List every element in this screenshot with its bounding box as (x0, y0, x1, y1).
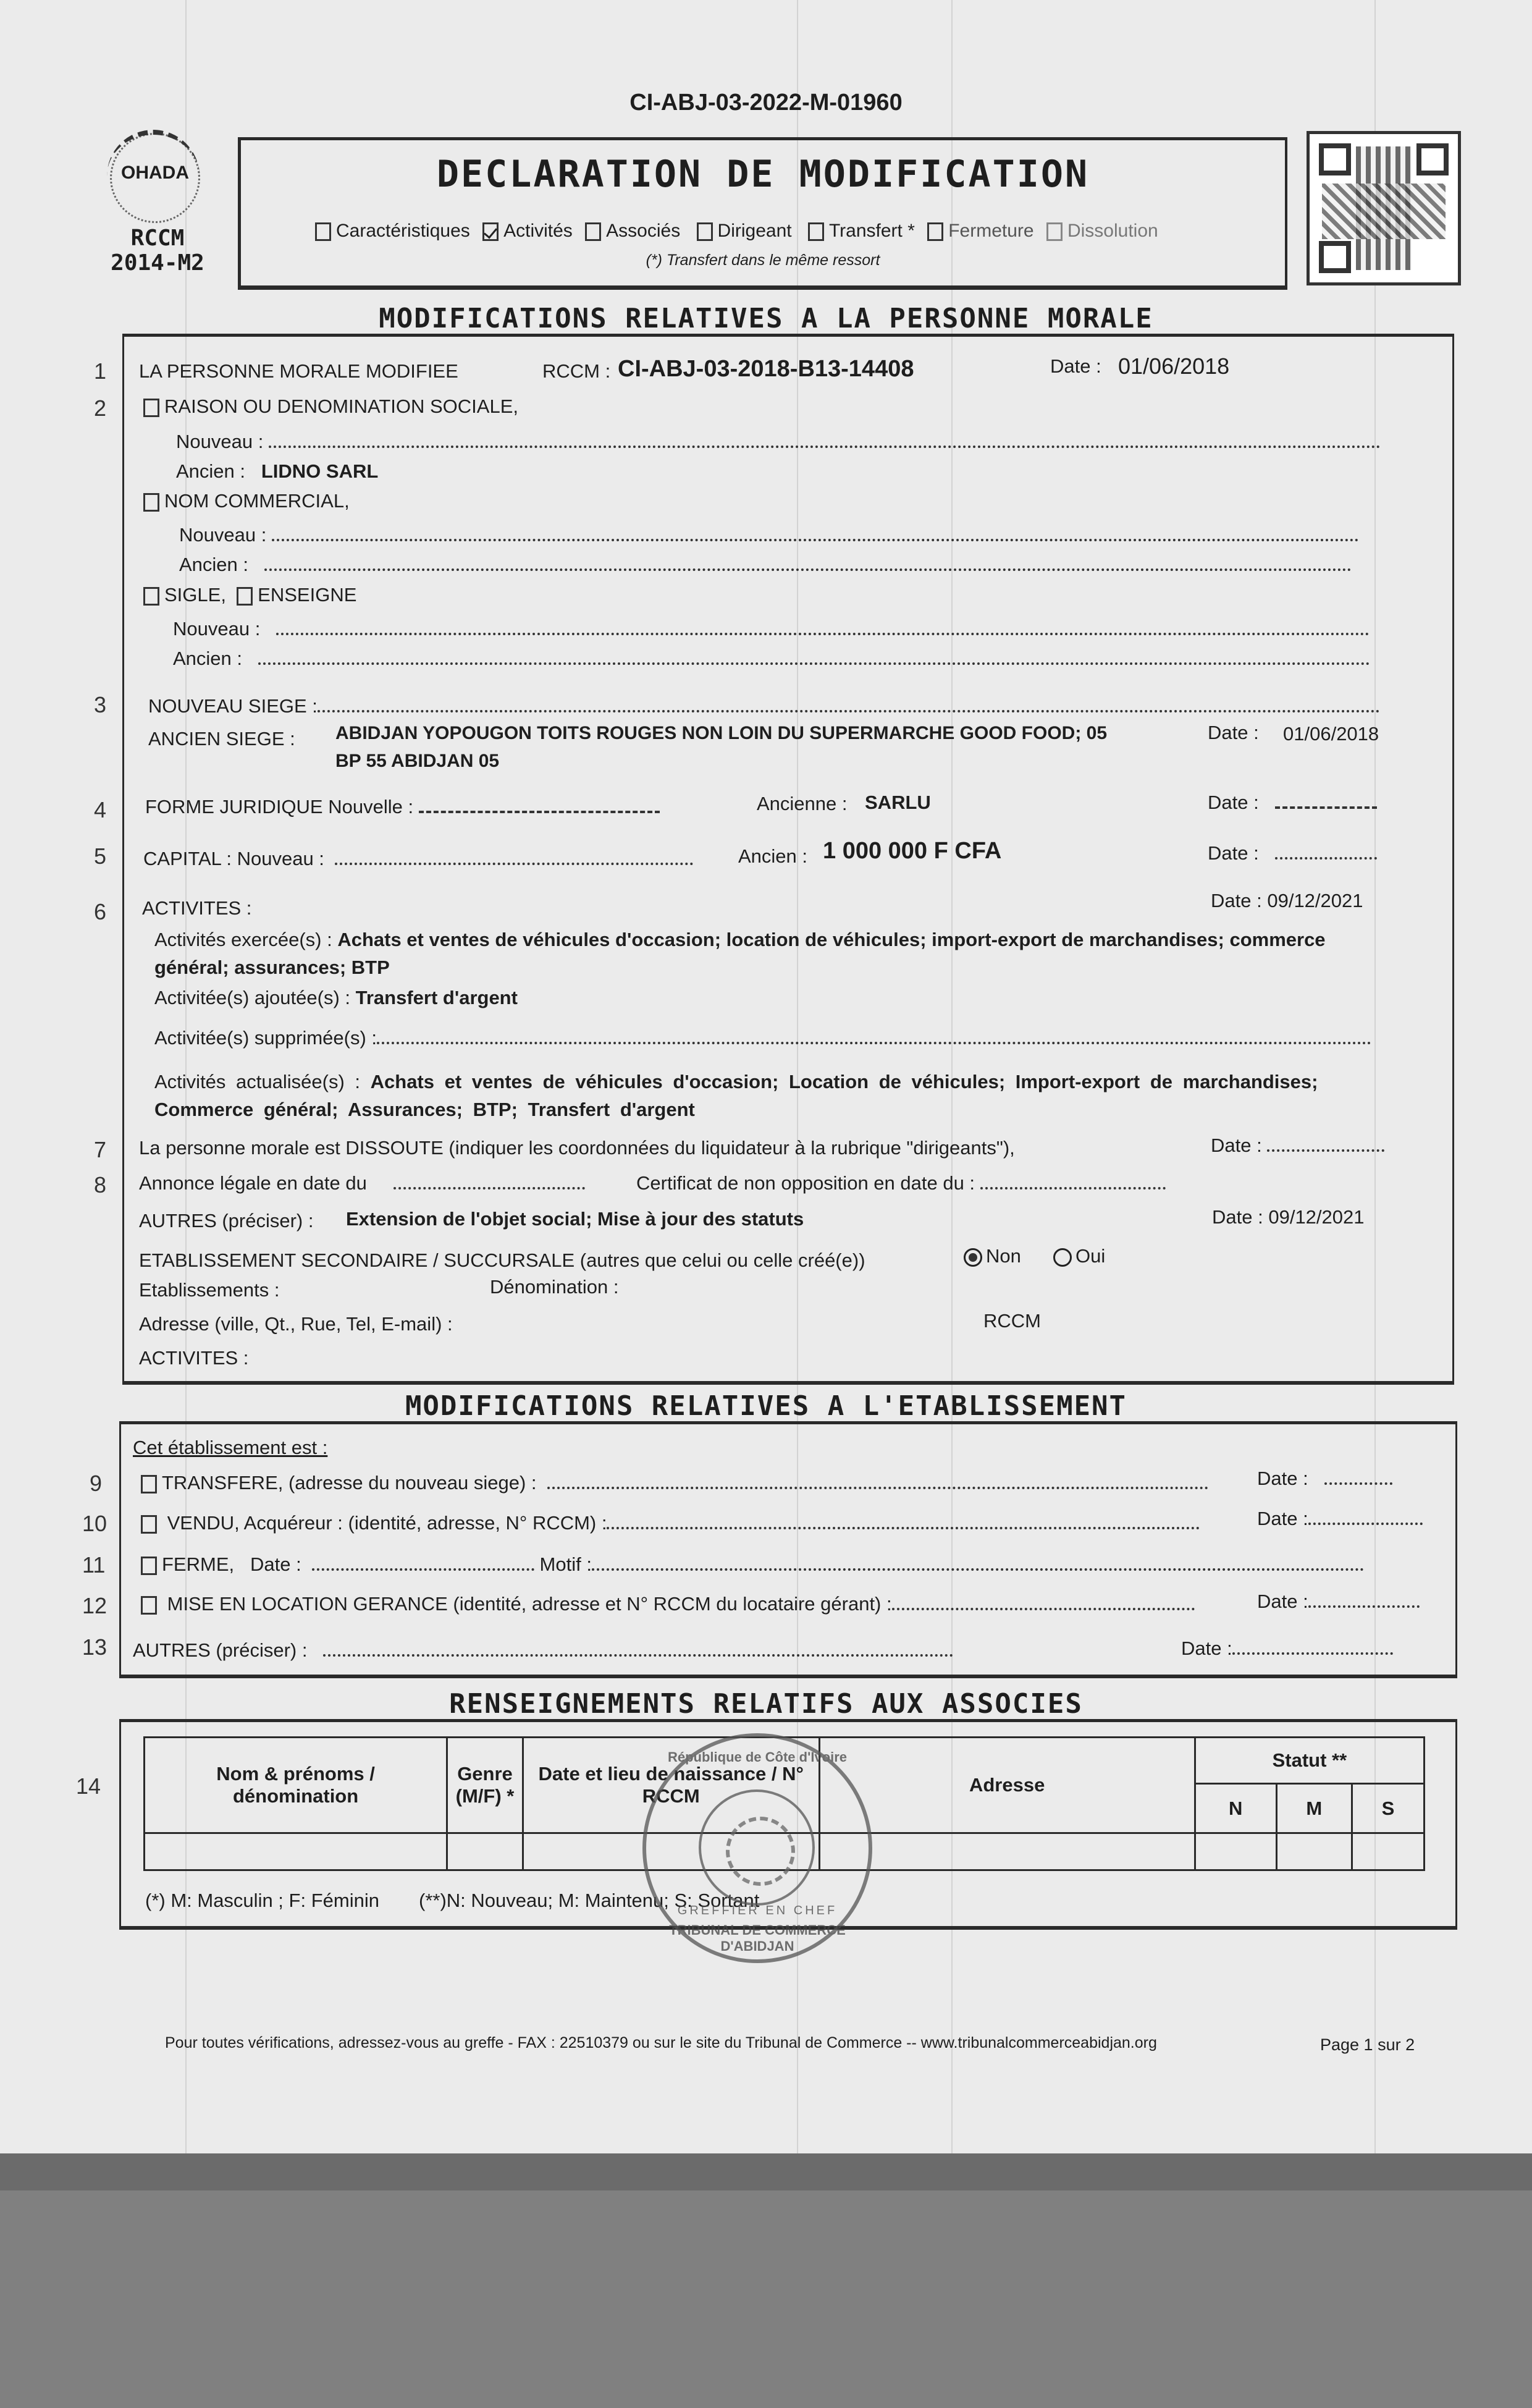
cell-n[interactable] (1195, 1833, 1276, 1870)
checkbox-icon[interactable] (808, 222, 824, 241)
ancien-siege-line1: ABIDJAN YOPOUGON TOITS ROUGES NON LOIN DU SUPERMARCHE GOOD FOOD; 05 (335, 723, 1108, 743)
row-number: 14 (76, 1773, 101, 1799)
activites-exercees-line2: général; assurances; BTP (154, 957, 390, 978)
dissoute-label: La personne morale est DISSOUTE (indiquer les coordonnées du liquidateur à la rubrique "dirigeants"), (139, 1137, 1015, 1159)
location-gerance-field[interactable]: MISE EN LOCATION GERANCE (identité, adresse et N° RCCM du locataire gérant) : (141, 1593, 1195, 1615)
column-header-m: M (1276, 1784, 1352, 1833)
date-field[interactable]: Date : (1208, 842, 1377, 864)
ancien-siege-line2: BP 55 ABIDJAN 05 (335, 751, 500, 771)
row-number: 6 (94, 899, 107, 924)
column-header-adresse: Adresse (819, 1738, 1195, 1833)
checkbox-icon[interactable] (585, 222, 601, 241)
date-label: Date : (1050, 355, 1101, 377)
ancienne-value: SARLU (865, 792, 931, 813)
forme-juridique[interactable]: FORME JURIDIQUE Nouvelle : (145, 796, 660, 818)
ancienne-label: Ancienne : (757, 793, 848, 814)
date-input[interactable] (1308, 1510, 1423, 1525)
date-value: 01/06/2018 (1118, 353, 1230, 379)
annonce-legale-input[interactable] (394, 1175, 585, 1189)
vendu-input[interactable] (607, 1515, 1200, 1529)
column-header-n: N (1195, 1784, 1276, 1833)
checkbox-icon[interactable] (143, 493, 159, 512)
row-number: 3 (94, 692, 107, 717)
column-header-genre: Genre (M/F) * (447, 1738, 523, 1833)
modification-type-list (315, 221, 1158, 242)
raison-sociale-ancien: Ancien : LIDNO SARL (176, 460, 379, 482)
footer-text: Pour toutes vérifications, adressez-vous au greffe - FAX : 22510379 ou sur le site du Tribunal de Commerce -- www.tribunalcommerceabidjan.org (165, 2034, 1157, 2051)
row-number: 2 (94, 395, 107, 421)
transfere-input[interactable] (547, 1474, 1208, 1489)
checkbox-icon[interactable] (927, 222, 943, 241)
etablissement-intro: Cet établissement est : (133, 1437, 328, 1458)
checkbox-icon[interactable] (143, 587, 159, 606)
column-header-statut: Statut ** (1195, 1738, 1424, 1784)
ohada-logo (110, 133, 200, 223)
document-reference: CI-ABJ-03-2022-M-01960 (629, 90, 903, 116)
etablissement-autres-input[interactable] (323, 1642, 953, 1657)
form-code-line1: RCCM (130, 226, 185, 251)
certificat-non-opposition[interactable]: Certificat de non opposition en date du : (636, 1172, 1166, 1194)
transfer-note: (*) Transfert dans le même ressort (646, 251, 880, 269)
denomination-label: Dénomination : (490, 1276, 619, 1298)
etablissement-secondaire-label: ETABLISSEMENT SECONDAIRE / SUCCURSALE (autres que celui ou celle créé(e)) (139, 1249, 865, 1271)
nom-commercial-ancien[interactable]: Ancien : (179, 554, 1352, 576)
sigle-enseigne-field[interactable]: SIGLE, ENSEIGNE (143, 584, 356, 606)
checkbox-icon[interactable] (237, 587, 253, 606)
cell-adresse[interactable] (819, 1833, 1195, 1870)
rccm-value: CI-ABJ-03-2018-B13-14408 (618, 356, 914, 382)
nom-commercial-ancien-input[interactable] (264, 556, 1352, 571)
type-transfert[interactable]: Transfert * (808, 221, 915, 241)
tribunal-stamp-icon (642, 1733, 872, 1963)
date-input[interactable] (1275, 794, 1377, 809)
activites-date: Date : 09/12/2021 (1211, 890, 1363, 911)
date-input[interactable] (1275, 845, 1377, 860)
activites-label: ACTIVITES : (139, 1347, 249, 1369)
section-title-associes: RENSEIGNEMENTS RELATIFS AUX ASSOCIES (449, 1688, 1083, 1720)
row-number: 5 (94, 843, 107, 869)
activites-actualisees: Activités actualisée(s) : Achats et ventes de véhicules d'occasion; Location de véhicules; Import-export de marchandises; (154, 1071, 1318, 1092)
checkbox-icon[interactable] (141, 1515, 157, 1534)
date-input[interactable] (1267, 1137, 1384, 1152)
checkbox-icon[interactable] (141, 1596, 157, 1615)
column-header-nom: Nom & prénoms / dénomination (145, 1738, 447, 1833)
section-title-etablissement: MODIFICATIONS RELATIVES A L'ETABLISSEMENT (405, 1390, 1127, 1422)
capital-ancien-label: Ancien : (738, 845, 808, 867)
checkbox-icon[interactable] (697, 222, 713, 241)
checkbox-icon[interactable] (1046, 222, 1063, 241)
row-number: 7 (94, 1137, 107, 1162)
scanner-edge (0, 2153, 1532, 2190)
activites-supprimees[interactable]: Activitée(s) supprimée(s) : (154, 1027, 1371, 1049)
section-title-personne-morale: MODIFICATIONS RELATIVES A LA PERSONNE MORALE (379, 303, 1153, 334)
qr-code-icon (1307, 131, 1461, 285)
type-fermeture[interactable]: Fermeture (927, 221, 1033, 241)
ancien-siege-label: ANCIEN SIEGE : (148, 728, 295, 750)
nouveau-siege-input[interactable] (318, 698, 1380, 712)
nom-commercial-nouveau-input[interactable] (272, 526, 1359, 541)
checkbox-icon[interactable] (315, 222, 331, 241)
coat-of-arms-icon (726, 1817, 795, 1886)
row-number: 10 (82, 1511, 107, 1536)
date-field[interactable]: Date : (1257, 1591, 1420, 1613)
type-dissolution[interactable]: Dissolution (1046, 221, 1158, 241)
adresse-label: Adresse (ville, Qt., Rue, Tel, E-mail) : (139, 1313, 453, 1335)
ferme-motif-input[interactable] (592, 1556, 1364, 1571)
date-field[interactable]: Date : (1211, 1134, 1384, 1157)
etablissements-label: Etablissements : (139, 1279, 280, 1301)
row-number: 1 (94, 358, 107, 384)
transfere-field[interactable]: TRANSFERE, (adresse du nouveau siege) : (141, 1472, 1208, 1494)
annonce-legale[interactable]: Annonce légale en date du (139, 1172, 585, 1194)
capital-nouveau[interactable]: CAPITAL : Nouveau : (143, 848, 693, 870)
date-value: 01/06/2018 (1283, 723, 1379, 745)
checkbox-icon[interactable] (143, 399, 159, 417)
autres-date: Date : 09/12/2021 (1212, 1206, 1365, 1228)
checkbox-icon[interactable] (141, 1475, 157, 1493)
enseigne-ancien[interactable]: Ancien : (173, 648, 1370, 670)
row-number: 13 (82, 1634, 107, 1660)
date-input[interactable] (1324, 1470, 1392, 1485)
activites-supprimees-input[interactable] (377, 1029, 1371, 1044)
date-field[interactable]: Date : (1181, 1637, 1393, 1660)
type-dirigeant[interactable]: Dirigeant (697, 221, 792, 241)
rccm-label: RCCM : (542, 360, 611, 382)
document-title: DECLARATION DE MODIFICATION (436, 153, 1090, 196)
forme-juridique-nouvelle-input[interactable] (419, 798, 660, 813)
enseigne-ancien-input[interactable] (258, 650, 1370, 665)
enseigne-nouveau[interactable]: Nouveau : (173, 618, 1370, 640)
footnote-genre: (*) M: Masculin ; F: Féminin (145, 1890, 379, 1911)
activites-exercees: Activités exercée(s) : Achats et ventes de véhicules d'occasion; location de véhicules; import-export de marchandises; commerce (154, 929, 1326, 950)
certificat-input[interactable] (980, 1175, 1166, 1189)
row-number: 11 (82, 1552, 106, 1578)
raison-sociale-nouveau-input[interactable] (269, 433, 1381, 448)
radio-oui[interactable]: Oui (1053, 1245, 1105, 1267)
capital-ancien-value: 1 000 000 F CFA (823, 838, 1002, 864)
nom-commercial-field[interactable]: NOM COMMERCIAL, (143, 490, 350, 512)
etablissement-autres-field[interactable]: AUTRES (préciser) : (133, 1639, 953, 1662)
page-number: Page 1 sur 2 (1320, 2035, 1415, 2054)
row-number: 8 (94, 1172, 107, 1198)
nouveau-siege[interactable]: NOUVEAU SIEGE : (148, 695, 1380, 717)
activites-label: ACTIVITES : (142, 897, 252, 919)
personne-morale-label: LA PERSONNE MORALE MODIFIEE (139, 360, 458, 382)
title-box (238, 137, 1287, 290)
date-field[interactable]: Date : (1257, 1508, 1423, 1530)
date-label: Date : (1208, 722, 1259, 743)
ferme-field[interactable]: FERME, Date : Motif : (141, 1553, 1364, 1576)
row-number: 9 (90, 1471, 103, 1496)
cell-nom[interactable] (145, 1833, 447, 1870)
radio-selected-icon[interactable] (964, 1248, 982, 1267)
row-number: 12 (82, 1593, 107, 1618)
stamp-inner-ring (699, 1789, 815, 1906)
radio-non[interactable]: Non (964, 1245, 1021, 1267)
date-input[interactable] (1232, 1640, 1393, 1655)
row-number: 4 (94, 797, 107, 822)
date-field[interactable]: Date : (1257, 1468, 1392, 1490)
cell-m[interactable] (1276, 1833, 1352, 1870)
nom-commercial-nouveau[interactable]: Nouveau : (179, 524, 1359, 546)
type-caracteristiques[interactable]: Caractéristiques (315, 221, 470, 241)
stamp-text-top: République de Côte d'Ivoire (667, 1749, 848, 1765)
vendu-field[interactable]: VENDU, Acquéreur : (identité, adresse, N° RCCM) : (141, 1512, 1200, 1534)
raison-sociale-nouveau[interactable]: Nouveau : (176, 431, 1381, 453)
radio-icon[interactable] (1053, 1248, 1072, 1267)
logo-text: OHADA (121, 163, 189, 183)
stamp-text-inner: GREFFIER EN CHEF (677, 1904, 838, 1917)
column-header-naissance: Date et lieu de naissance / N° RCCM (523, 1738, 819, 1833)
autres-value: Extension de l'objet social; Mise à jour des statuts (346, 1208, 804, 1230)
ferme-date-input[interactable] (312, 1556, 534, 1571)
type-associes[interactable]: Associés (585, 221, 680, 241)
date-field[interactable]: Date : (1208, 792, 1377, 814)
cell-genre[interactable] (447, 1833, 523, 1870)
enseigne-nouveau-input[interactable] (276, 620, 1370, 635)
checkbox-checked-icon[interactable] (482, 222, 499, 241)
checkbox-icon[interactable] (141, 1557, 157, 1575)
rccm-label: RCCM (983, 1310, 1041, 1332)
stamp-text-bottom: TRIBUNAL DE COMMERCE D'ABIDJAN (669, 1922, 846, 1954)
capital-nouveau-input[interactable] (335, 850, 693, 865)
autres-label: AUTRES (préciser) : (139, 1210, 314, 1231)
activites-actualisees-line2: Commerce général; Assurances; BTP; Transfert d'argent (154, 1099, 695, 1120)
activites-ajoutees: Activitée(s) ajoutée(s) : Transfert d'argent (154, 987, 518, 1008)
form-code-line2: 2014-M2 (111, 250, 204, 276)
location-gerance-input[interactable] (892, 1595, 1195, 1610)
date-input[interactable] (1308, 1593, 1420, 1608)
raison-sociale-field[interactable]: RAISON OU DENOMINATION SOCIALE, (143, 395, 518, 418)
type-activites[interactable]: Activités (482, 221, 573, 241)
raison-sociale-ancien-value: LIDNO SARL (261, 460, 379, 482)
cell-s[interactable] (1352, 1833, 1424, 1870)
column-header-s: S (1352, 1784, 1424, 1833)
footnote-statut: (**)N: Nouveau; M: Maintenu; S: Sortant (419, 1890, 760, 1911)
